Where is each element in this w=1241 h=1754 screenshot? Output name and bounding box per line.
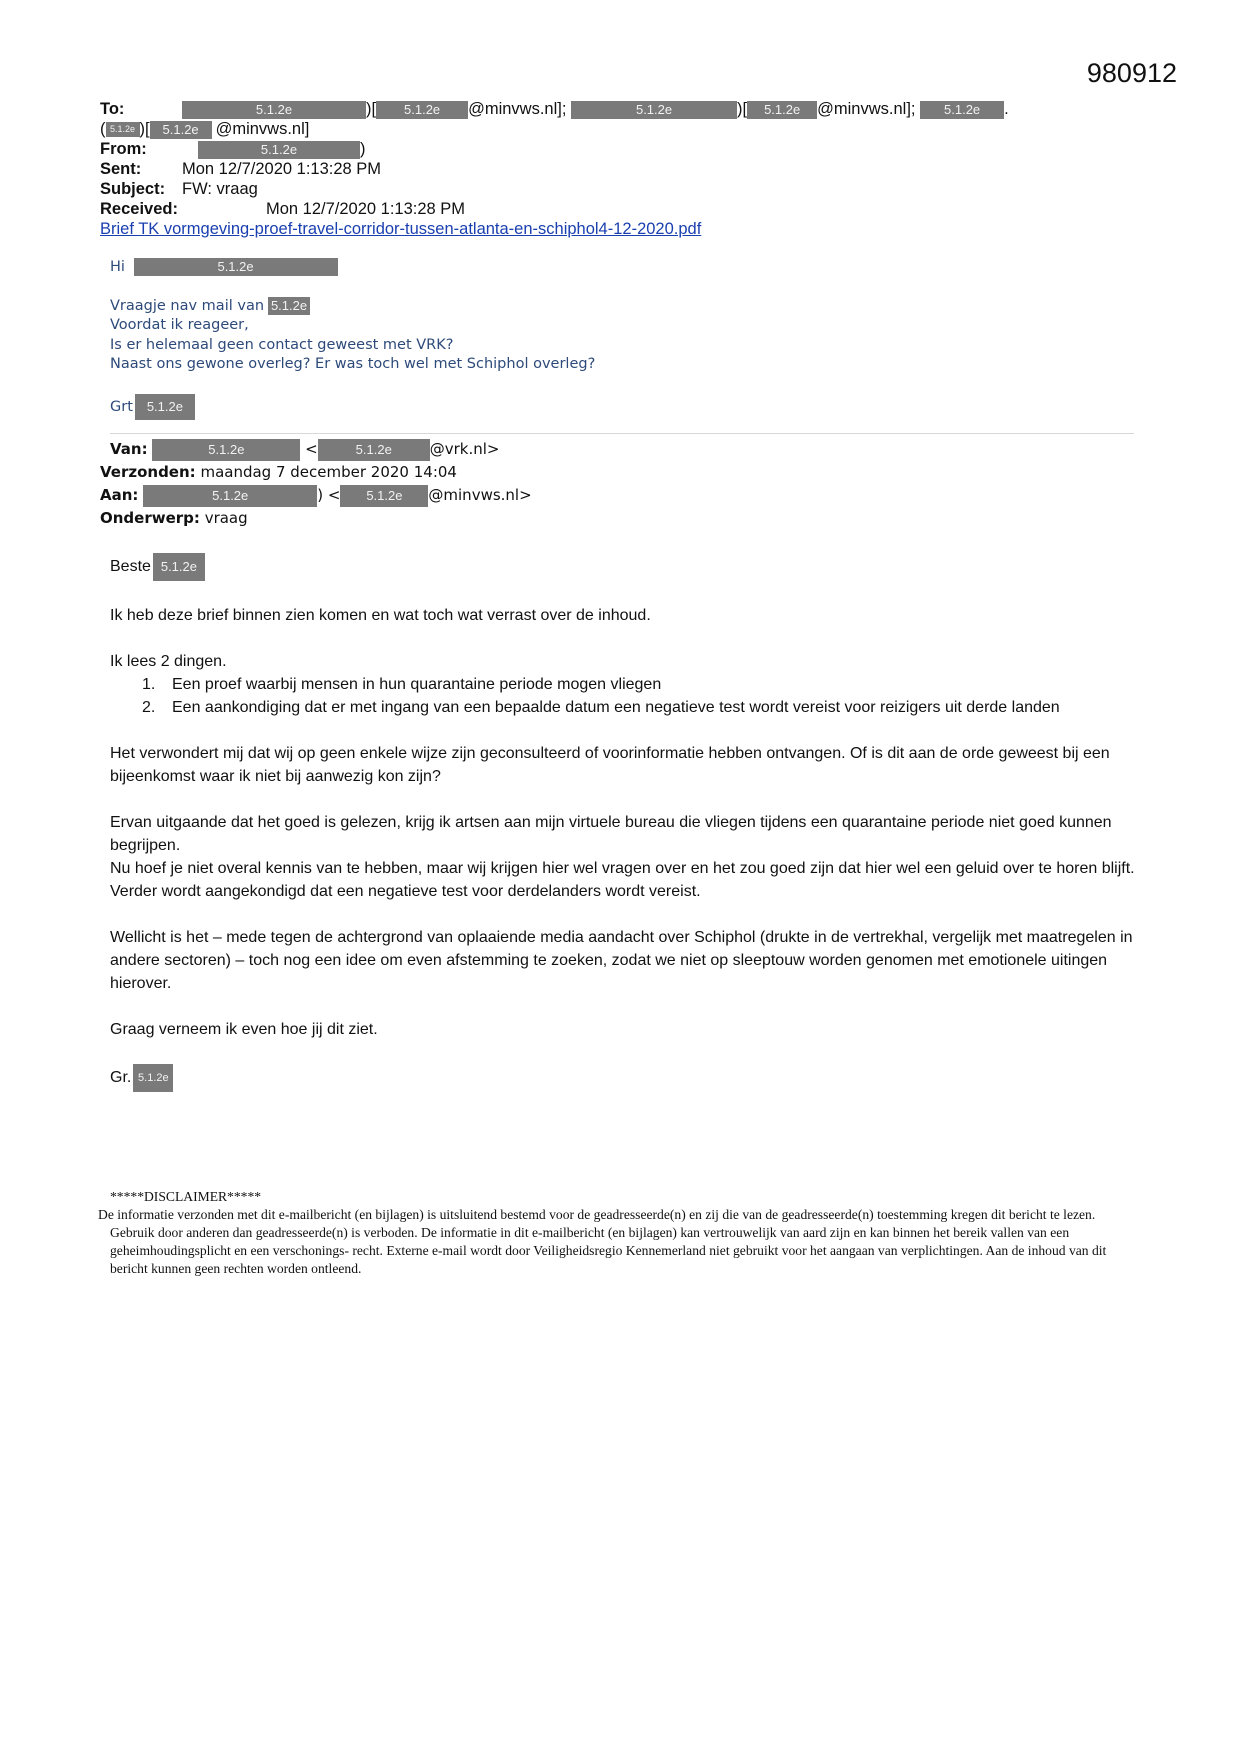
body-paragraph: Nu hoef je niet overal kennis van te hebben, maar wij krijgen hier wel vragen over en het zou goed zijn dat hier wel een geluid over te horen blijft. bbox=[110, 860, 1135, 877]
from-label: From: bbox=[100, 140, 147, 158]
redaction: 5.1.2e bbox=[571, 101, 737, 119]
from-row: From: 5.1.2e ) bbox=[100, 140, 366, 158]
received-row bbox=[100, 199, 1150, 219]
redaction: 5.1.2e bbox=[376, 101, 468, 119]
body-closing-line bbox=[110, 1064, 1140, 1092]
body-paragraph: Verder wordt aangekondigd dat een negatieve test voor derdelanders wordt vereist. bbox=[110, 883, 701, 900]
subject-row bbox=[100, 179, 1150, 199]
subject-value: FW: vraag bbox=[182, 180, 258, 198]
reply-line: Is er helemaal geen contact geweest met VRK? bbox=[110, 336, 454, 353]
message-body bbox=[110, 553, 1140, 1092]
body-paragraph: Wellicht is het – mede tegen de achtergrond van oplaaiende media aandacht over Schiphol (drukte in de vertrekhal, vergelijk met maatregelen in andere sectoren) – toch nog een idee om even afstemming te zoeken, zodat we niet op sleeptouw worden genomen met emotionele uitingen hierover. bbox=[110, 929, 1133, 992]
received-label: Received: bbox=[100, 200, 178, 218]
body-paragraph: Het verwondert mij dat wij op geen enkele wijze zijn geconsulteerd of voorinformatie hebben ontvangen. Of is dit aan de orde geweest bij een bijeenkomst waar ik niet bij aanwezig kon zijn? bbox=[110, 745, 1110, 785]
redaction: 5.1.2e bbox=[135, 394, 195, 420]
to-domain: @minvws.nl]; bbox=[468, 100, 567, 118]
sent-value: Mon 12/7/2020 1:13:28 PM bbox=[182, 160, 382, 178]
list-item: 2. Een aankondiging dat er met ingang van een bepaalde datum een negatieve test wordt vereist voor reizigers uit derde landen bbox=[142, 699, 1060, 716]
to-label: To: bbox=[100, 100, 125, 118]
redaction: 5.1.2e bbox=[106, 122, 140, 137]
sent-row bbox=[100, 159, 1150, 179]
to-row-continued: ( 5.1.2e )[ 5.1.2e @minvws.nl] bbox=[100, 120, 310, 138]
reply-greeting-line bbox=[110, 258, 1110, 278]
redaction: 5.1.2e bbox=[198, 141, 360, 159]
van-row: Van: 5.1.2e < 5.1.2e @vrk.nl> bbox=[100, 438, 1140, 461]
disclaimer-title: *****DISCLAIMER***** bbox=[110, 1189, 262, 1204]
van-label: Van: bbox=[110, 440, 148, 458]
redaction: 5.1.2e bbox=[318, 439, 430, 461]
redaction: 5.1.2e bbox=[153, 553, 205, 581]
email-header bbox=[100, 99, 1150, 239]
redaction: 5.1.2e bbox=[143, 485, 317, 507]
onderwerp-value: vraag bbox=[204, 509, 248, 527]
subject-label: Subject: bbox=[100, 180, 166, 198]
reply-message bbox=[110, 258, 1110, 420]
verzonden-value: maandag 7 december 2020 14:04 bbox=[200, 463, 457, 481]
aan-row: Aan: 5.1.2e ) < 5.1.2e @minvws.nl> bbox=[100, 484, 1140, 507]
sent-label: Sent: bbox=[100, 160, 142, 178]
redaction: 5.1.2e bbox=[182, 101, 366, 119]
redaction: 5.1.2e bbox=[920, 101, 1004, 119]
redaction: 5.1.2e bbox=[268, 297, 310, 315]
numbered-list bbox=[110, 673, 1140, 719]
aan-label: Aan: bbox=[100, 486, 139, 504]
body-paragraph: Ik lees 2 dingen. bbox=[110, 653, 227, 670]
redaction: 5.1.2e bbox=[133, 1064, 173, 1092]
to-row: To: 5.1.2e )[ 5.1.2e @minvws.nl]; 5.1.2e )[ 5.1.2e @minvws.nl]; 5.1.2e . bbox=[100, 100, 1009, 118]
body-paragraph: Ik heb deze brief binnen zien komen en wat toch wat verrast over de inhoud. bbox=[110, 607, 651, 624]
body-greeting-line bbox=[110, 553, 1140, 581]
attachment-link[interactable]: Brief TK vormgeving-proef-travel-corridor-tussen-atlanta-en-schiphol4-12-2020.pdf bbox=[100, 220, 702, 238]
to-domain: @minvws.nl]; bbox=[817, 100, 916, 118]
reply-closing: Grt bbox=[110, 398, 133, 415]
redaction: 5.1.2e bbox=[134, 258, 338, 276]
forwarded-header bbox=[100, 438, 1140, 530]
redaction: 5.1.2e bbox=[747, 101, 817, 119]
list-item: 1. Een proef waarbij mensen in hun quarantaine periode mogen vliegen bbox=[142, 676, 662, 693]
body-paragraph: Ervan uitgaande dat het goed is gelezen, krijg ik artsen aan mijn virtuele bureau die vliegen tijdens een quarantaine periode niet goed kunnen begrijpen. bbox=[110, 814, 1112, 854]
body-closing: Gr. bbox=[110, 1069, 132, 1087]
redaction: 5.1.2e bbox=[150, 121, 212, 139]
aan-domain: @minvws.nl> bbox=[428, 486, 532, 504]
onderwerp-row bbox=[100, 507, 1140, 530]
verzonden-row bbox=[100, 461, 1140, 484]
reply-line: Vraagje nav mail van 5.1.2e bbox=[110, 297, 1110, 317]
reply-closing-line bbox=[110, 394, 1110, 420]
reply-greeting: Hi bbox=[110, 259, 125, 275]
redaction: 5.1.2e bbox=[340, 485, 428, 507]
redaction: 5.1.2e bbox=[152, 439, 300, 461]
reply-line: Voordat ik reageer, bbox=[110, 317, 249, 333]
body-paragraph: Graag verneem ik even hoe jij dit ziet. bbox=[110, 1021, 378, 1038]
verzonden-label: Verzonden: bbox=[100, 463, 196, 481]
disclaimer bbox=[98, 1188, 1128, 1278]
attachment-row bbox=[100, 219, 1150, 239]
body-greeting: Beste bbox=[110, 558, 151, 576]
separator-line bbox=[110, 433, 1134, 434]
reply-line: Naast ons gewone overleg? Er was toch wel met Schiphol overleg? bbox=[110, 356, 596, 372]
to-domain: @minvws.nl] bbox=[215, 120, 310, 138]
received-value: Mon 12/7/2020 1:13:28 PM bbox=[266, 200, 466, 218]
document-number: 980912 bbox=[1086, 58, 1177, 88]
onderwerp-label: Onderwerp: bbox=[100, 509, 200, 527]
disclaimer-text: De informatie verzonden met dit e-mailbericht (en bijlagen) is uitsluitend bestemd voor de geadresseerde(n) en zij die van de geadresseerde(n) toestemming kregen dit bericht te lezen. Gebruik door anderen dan geadresseerde(n) is verboden. De informatie in dit e-mailbericht (en bijlagen) kan vertrouwelijk van aard zijn en kan binnen het bereik vallen van een geheimhoudingsplicht en een verschonings- recht. Externe e-mail wordt door Veiligheidsregio Kennemerland niet gebruikt voor het aangaan van verplichtingen. Aan de inhoud van dit bericht kunnen geen rechten worden ontleend. bbox=[98, 1207, 1107, 1276]
van-domain: @vrk.nl> bbox=[429, 440, 500, 458]
